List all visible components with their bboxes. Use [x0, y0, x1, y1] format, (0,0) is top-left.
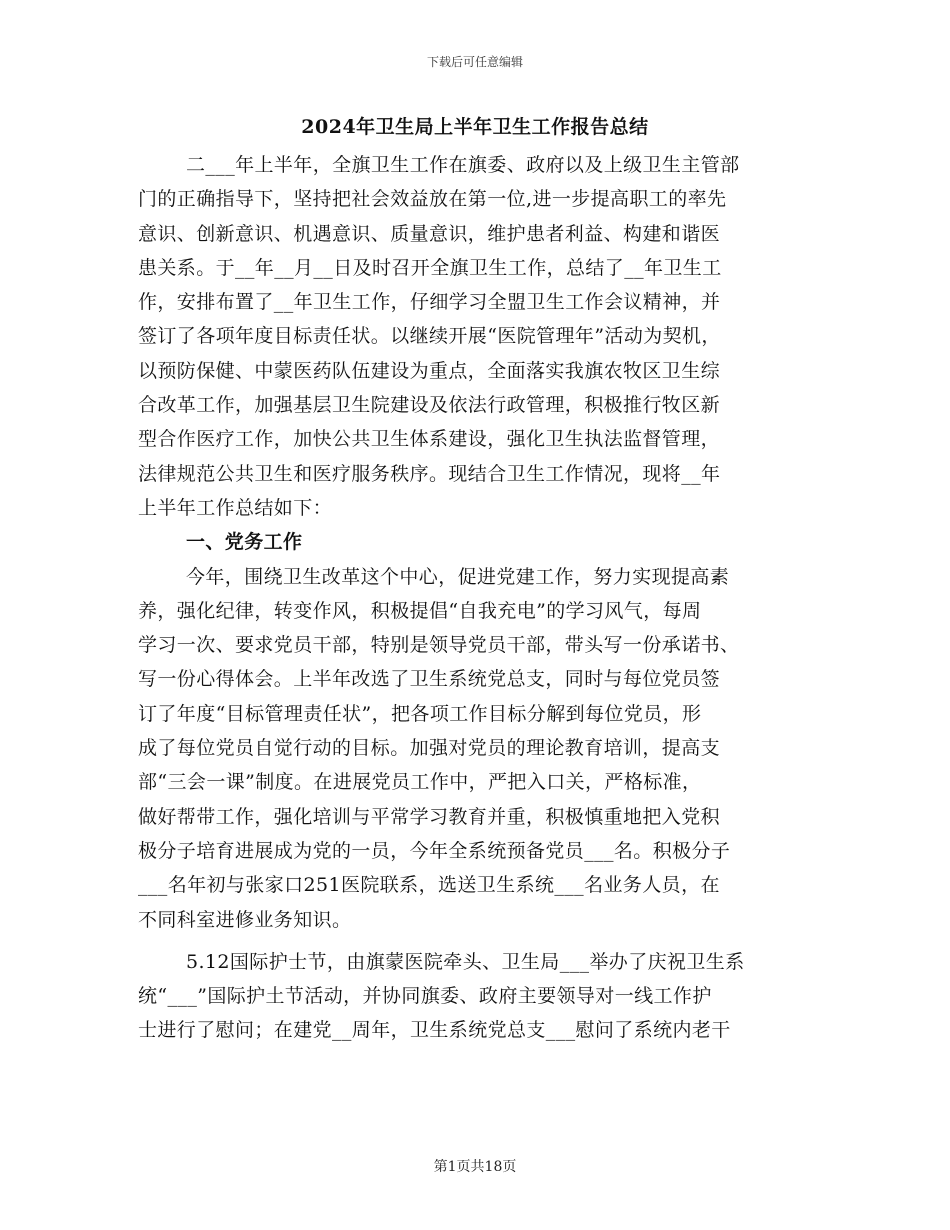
text-line: 写一份心得体会。上半年改选了卫生系统党总支，同时与每位党员签 [138, 668, 721, 691]
text-line: 订了年度“目标管理责任状”，把各项工作目标分解到每位党员，形 [138, 702, 702, 725]
text-line: 5.12国际护士节，由旗蒙医院牵头、卫生局___举办了庆祝卫生系 [186, 950, 745, 973]
text-line: 极分子培育进展成为党的一员，今年全系统预备党员___名。积极分子 [138, 839, 731, 862]
text-line: 以预防保健、中蒙医药队伍建设为重点，全面落实我旗农牧区卫生综 [138, 359, 721, 382]
intro-paragraph [138, 148, 818, 525]
text-line: 意识、创新意识、机遇意识、质量意识，维护患者利益、构建和谐医 [138, 222, 721, 245]
text-line: 部“三会一课”制度。在进展党员工作中，严把入口关，严格标准， [138, 771, 702, 794]
text-line: 签订了各项年度目标责任状。以继续开展“医院管理年”活动为契机， [138, 325, 721, 348]
text-line: 成了每位党员自觉行动的目标。加强对党员的理论教育培训，提高支 [138, 737, 721, 760]
page-footer: 第1页共18页 [433, 1159, 517, 1175]
document-body [138, 148, 818, 1048]
text-line: 学习一次、要求党员干部，特别是领导党员干部，带头写一份承诺书、 [138, 634, 740, 657]
text-line: 门的正确指导下，坚持把社会效益放在第一位,进一步提高职工的率先 [138, 188, 727, 211]
text-line: 养，强化纪律，转变作风，积极提倡“自我充电”的学习风气，每周 [138, 599, 702, 622]
text-line: 型合作医疗工作，加快公共卫生体系建设，强化卫生执法监督管理， [138, 428, 721, 451]
text-line: 上半年工作总结如下： [138, 496, 333, 519]
text-line: 今年，围绕卫生改革这个中心，促进党建工作，努力实现提高素 [186, 565, 730, 588]
text-line: 不同科室进修业务知识。 [138, 908, 352, 931]
text-line: ___名年初与张家口251医院联系，选送卫生系统___名业务人员，在 [138, 874, 720, 897]
text-line: 二___年上半年，全旗卫生工作在旗委、政府以及上级卫生主管部 [186, 154, 740, 176]
paragraph-gap [138, 937, 818, 945]
text-line: 士进行了慰问；在建党__周年，卫生系统党总支___慰问了系统内老干 [138, 1019, 731, 1042]
text-line: 统“___”国际护土节活动，并协同旗委、政府主要领导对一线工作护 [138, 985, 712, 1008]
document-title: 2024年卫生局上半年卫生工作报告总结 [301, 116, 649, 138]
section1-paragraph [138, 560, 818, 937]
header-note: 下载后可任意编辑 [426, 55, 523, 69]
text-line: 患关系。于__年__月__日及时召开全旗卫生工作，总结了__年卫生工 [138, 256, 722, 279]
text-line: 作，安排布置了__年卫生工作，仔细学习全盟卫生工作会议精神，并 [138, 291, 721, 314]
text-line: 做好帮带工作，强化培训与平常学习教育并重，积极慎重地把入党积 [138, 805, 721, 828]
section-heading: 一、党务工作 [186, 531, 303, 554]
text-line: 合改革工作，加强基层卫生院建设及依法行政管理，积极推行牧区新 [138, 394, 721, 417]
second-paragraph [138, 945, 818, 1048]
text-line: 法律规范公共卫生和医疗服务秩序。现结合卫生工作情况，现将__年 [138, 462, 721, 485]
